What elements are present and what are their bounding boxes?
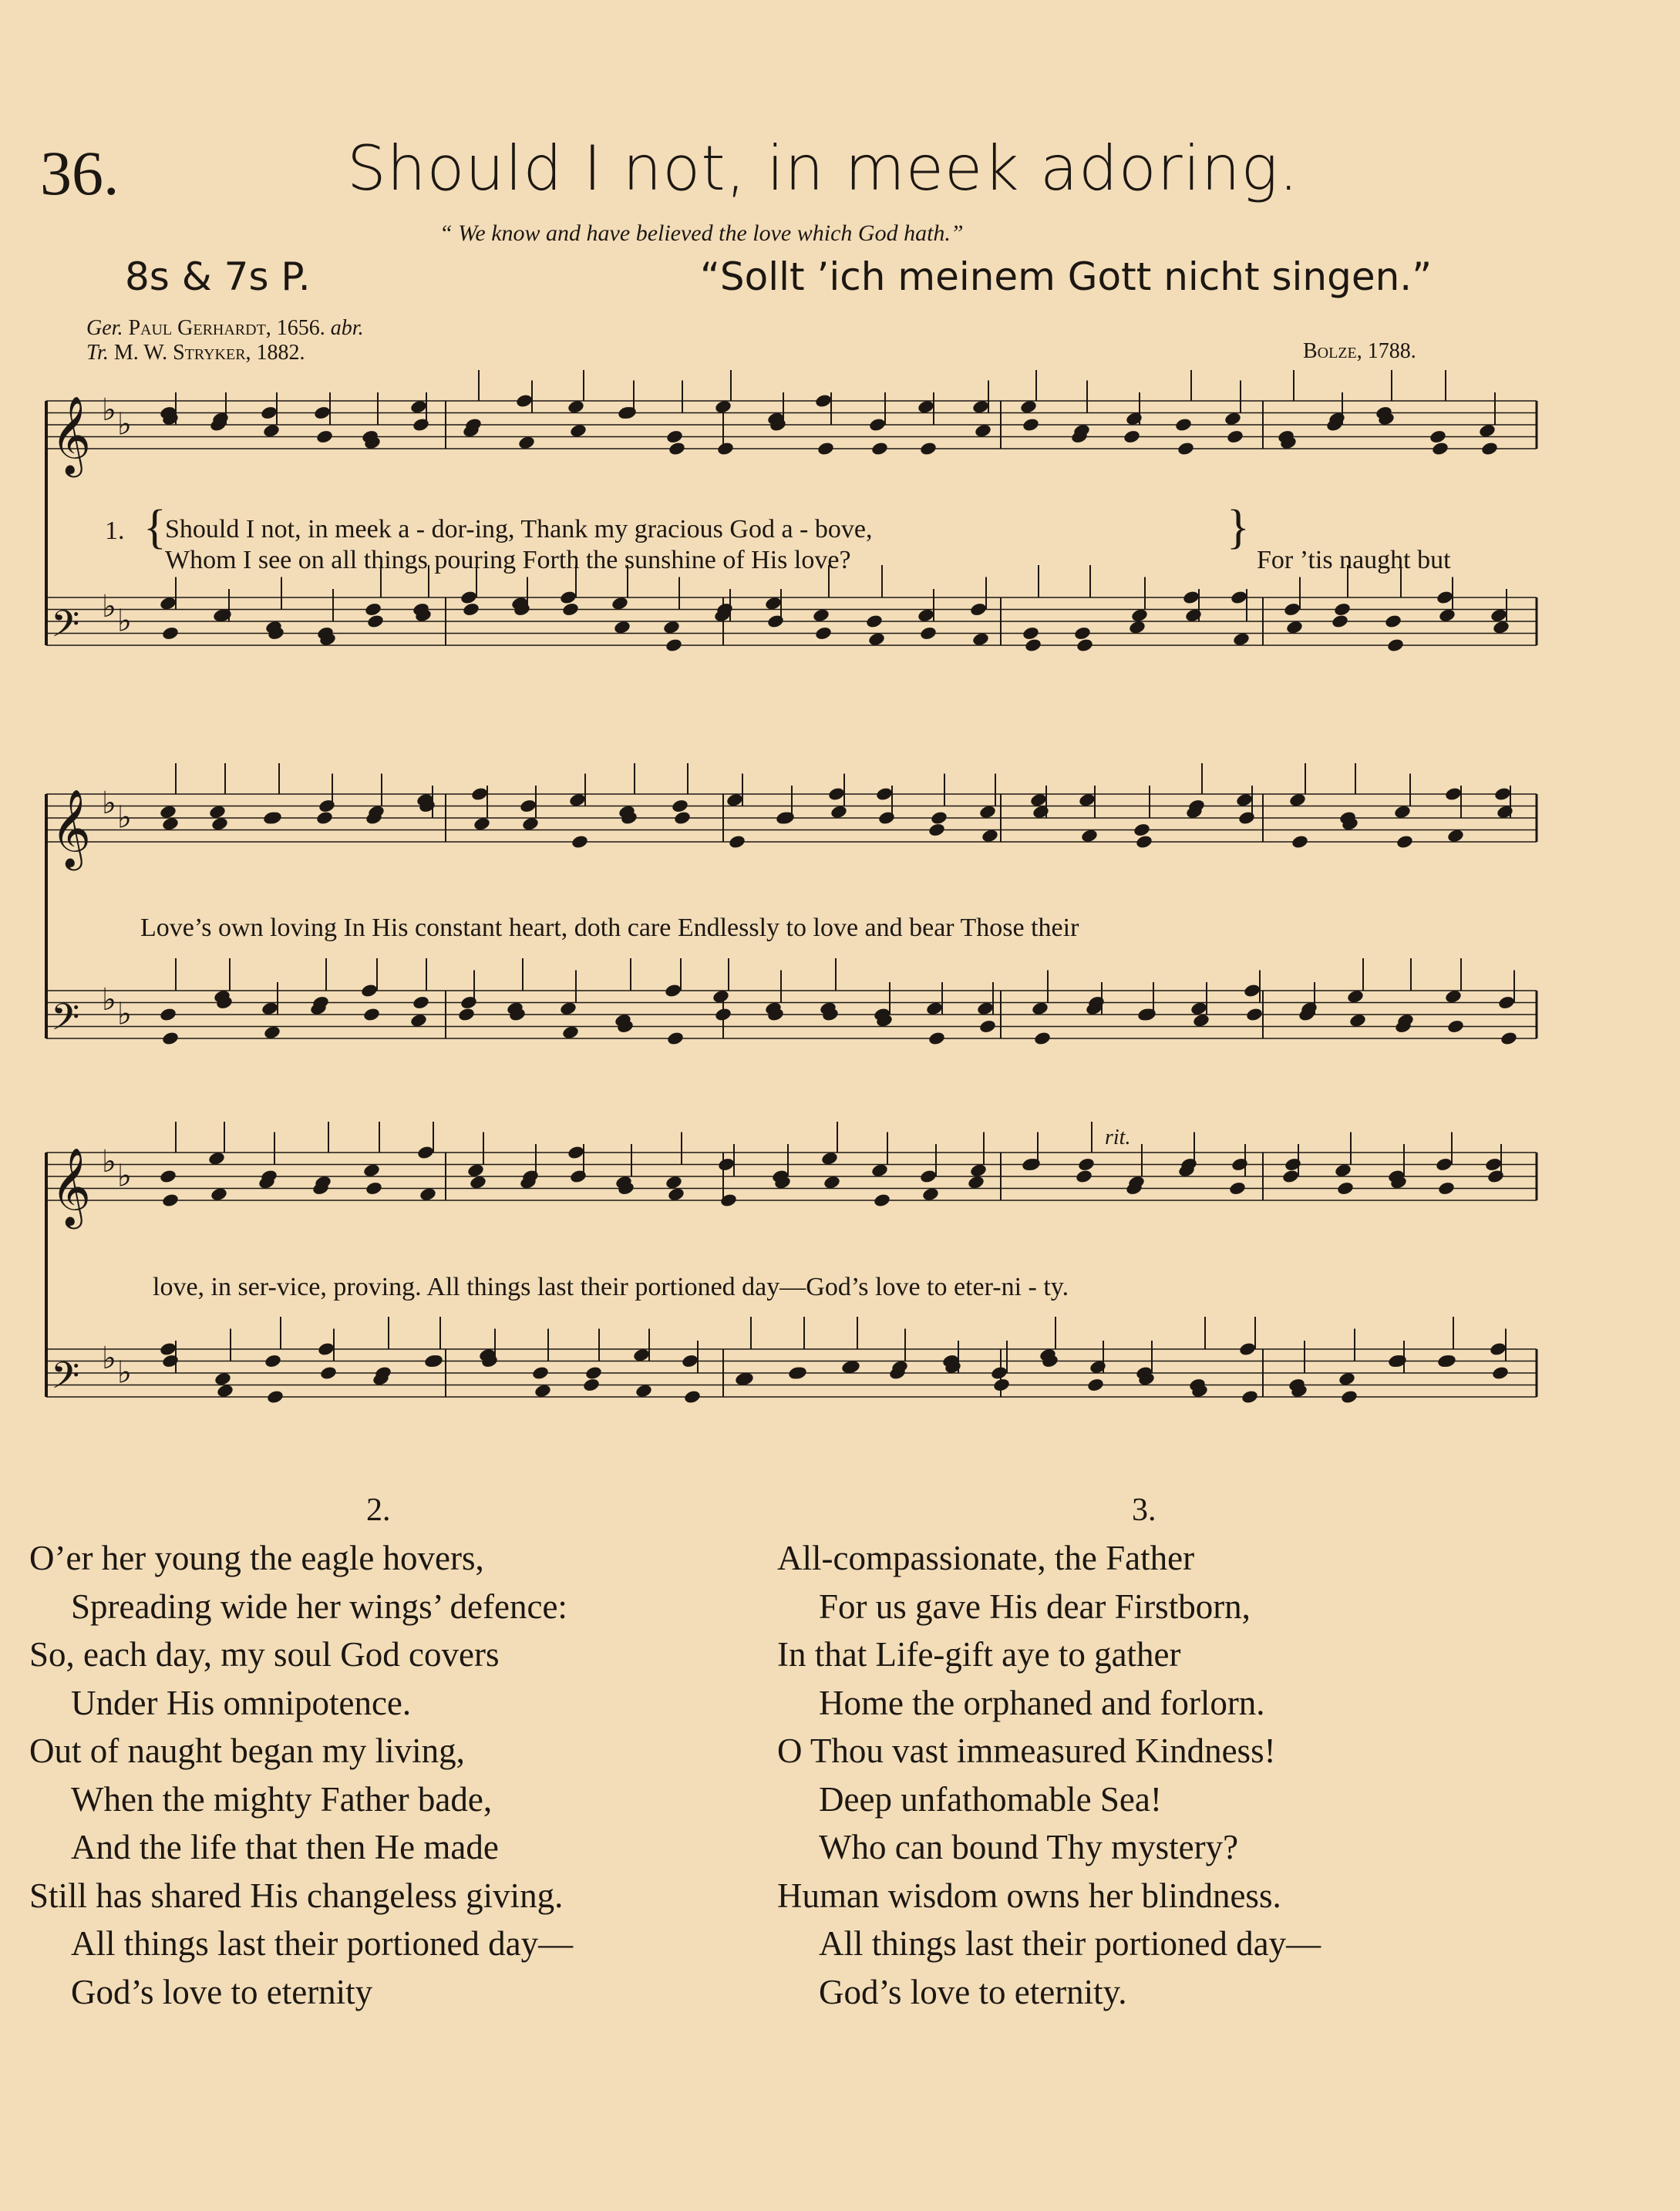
lyric-line-1: Love’s own loving In His constant heart, doth care Endlessly to love and bear Those their — [140, 914, 1079, 942]
stanza-line: God’s love to eternity. — [819, 1972, 1127, 2011]
stanza-line: Spreading wide her wings’ defence: — [71, 1587, 567, 1626]
stanza-2 — [29, 1534, 573, 2016]
composer-name: Bolze — [1303, 339, 1357, 363]
translator-prefix: Tr. — [86, 341, 109, 365]
stanza-line: Under His omnipotence. — [71, 1683, 412, 1722]
svg-text:♭: ♭ — [117, 799, 132, 836]
translator-credit — [86, 341, 305, 365]
svg-text:𝄞: 𝄞 — [51, 788, 92, 867]
svg-text:♭: ♭ — [117, 603, 132, 639]
stanza-3-number: 3. — [1132, 1493, 1156, 1528]
svg-text:♭: ♭ — [102, 981, 116, 1018]
staff-notation — [29, 1122, 1610, 1484]
epigraph: “ We know and have believed the love which God hath.” — [439, 220, 964, 246]
stanza-line: All things last their portioned day— — [71, 1924, 574, 1963]
stanza-line: When the mighty Father bade, — [71, 1779, 493, 1819]
stanza-3 — [777, 1534, 1321, 2016]
author-note: abr. — [330, 316, 364, 340]
music-system-1 — [29, 370, 1610, 732]
verse-number: 1. — [105, 517, 125, 545]
svg-text:𝄞: 𝄞 — [51, 1146, 92, 1226]
stanza-line: Still has shared His changeless giving. — [29, 1876, 564, 1915]
svg-text:𝄢: 𝄢 — [51, 602, 80, 655]
lyric-line-1: love, in ser-vice, proving. All things last their portioned day—God’s love to eter-ni - ty. — [153, 1273, 1069, 1301]
stanza-line: Home the orphaned and forlorn. — [819, 1683, 1265, 1722]
svg-text:♭: ♭ — [117, 406, 132, 443]
stanza-line: Who can bound Thy mystery? — [819, 1828, 1239, 1866]
composer-year: , 1788. — [1356, 339, 1416, 363]
svg-text:♭: ♭ — [102, 1143, 116, 1180]
author-name: Paul Gerhardt — [128, 316, 266, 340]
composer-credit — [1303, 339, 1416, 364]
svg-text:♭: ♭ — [102, 392, 116, 428]
stanza-line: For us gave His dear Firstborn, — [819, 1587, 1251, 1626]
svg-text:𝄢: 𝄢 — [51, 995, 80, 1048]
stanza-line: Out of naught began my living, — [29, 1731, 465, 1770]
german-title: “Sollt ’ich meinem Gott nicht singen.” — [700, 254, 1433, 299]
stanza-line: O Thou vast immeasured Kindness! — [777, 1731, 1276, 1770]
ritardando-mark: rit. — [1105, 1126, 1131, 1149]
stanza-line: So, each day, my soul God covers — [29, 1635, 500, 1674]
svg-text:♭: ♭ — [102, 785, 116, 821]
stanza-line: Deep unfathomable Sea! — [819, 1779, 1162, 1819]
svg-text:♭: ♭ — [102, 588, 116, 624]
svg-text:♭: ♭ — [117, 1355, 132, 1391]
hymn-number: 36. — [40, 138, 120, 208]
svg-text:𝄢: 𝄢 — [51, 1354, 80, 1406]
left-brace: { — [143, 501, 167, 554]
music-system-3 — [29, 1122, 1610, 1484]
author-prefix: Ger. — [86, 316, 123, 340]
stanza-2-number: 2. — [366, 1493, 391, 1528]
svg-text:𝄞: 𝄞 — [51, 395, 92, 474]
music-system-2 — [29, 763, 1610, 1095]
stanza-line: In that Life-gift aye to gather — [777, 1635, 1181, 1674]
svg-text:♭: ♭ — [117, 1158, 132, 1194]
right-brace: } — [1227, 501, 1250, 554]
lyric-continuation: For ’tis naught but — [1257, 546, 1451, 574]
lyric-line-1: Should I not, in meek a - dor-ing, Thank my gracious God a - bove, — [165, 515, 873, 543]
stanza-line: All-compassionate, the Father — [777, 1539, 1195, 1577]
meter: 8s & 7s P. — [125, 254, 311, 299]
translator-name: M. W. Stryker — [113, 341, 246, 365]
translator-year: , 1882. — [245, 341, 305, 365]
hymn-title: Should I not, in meek adoring. — [347, 133, 1299, 204]
stanza-line: O’er her young the eagle hovers, — [29, 1539, 484, 1577]
stanza-line: All things last their portioned day— — [819, 1924, 1321, 1963]
stanza-line: Human wisdom owns her blindness. — [777, 1876, 1281, 1915]
author-credit — [86, 316, 364, 341]
svg-text:♭: ♭ — [102, 1340, 116, 1376]
svg-text:♭: ♭ — [117, 996, 132, 1032]
stanza-line: God’s love to eternity — [71, 1972, 373, 2011]
lyric-line-2: Whom I see on all things pouring Forth the sunshine of His love? — [165, 546, 851, 574]
author-year: , 1656. — [265, 316, 325, 340]
stanza-line: And the life that then He made — [71, 1828, 499, 1866]
